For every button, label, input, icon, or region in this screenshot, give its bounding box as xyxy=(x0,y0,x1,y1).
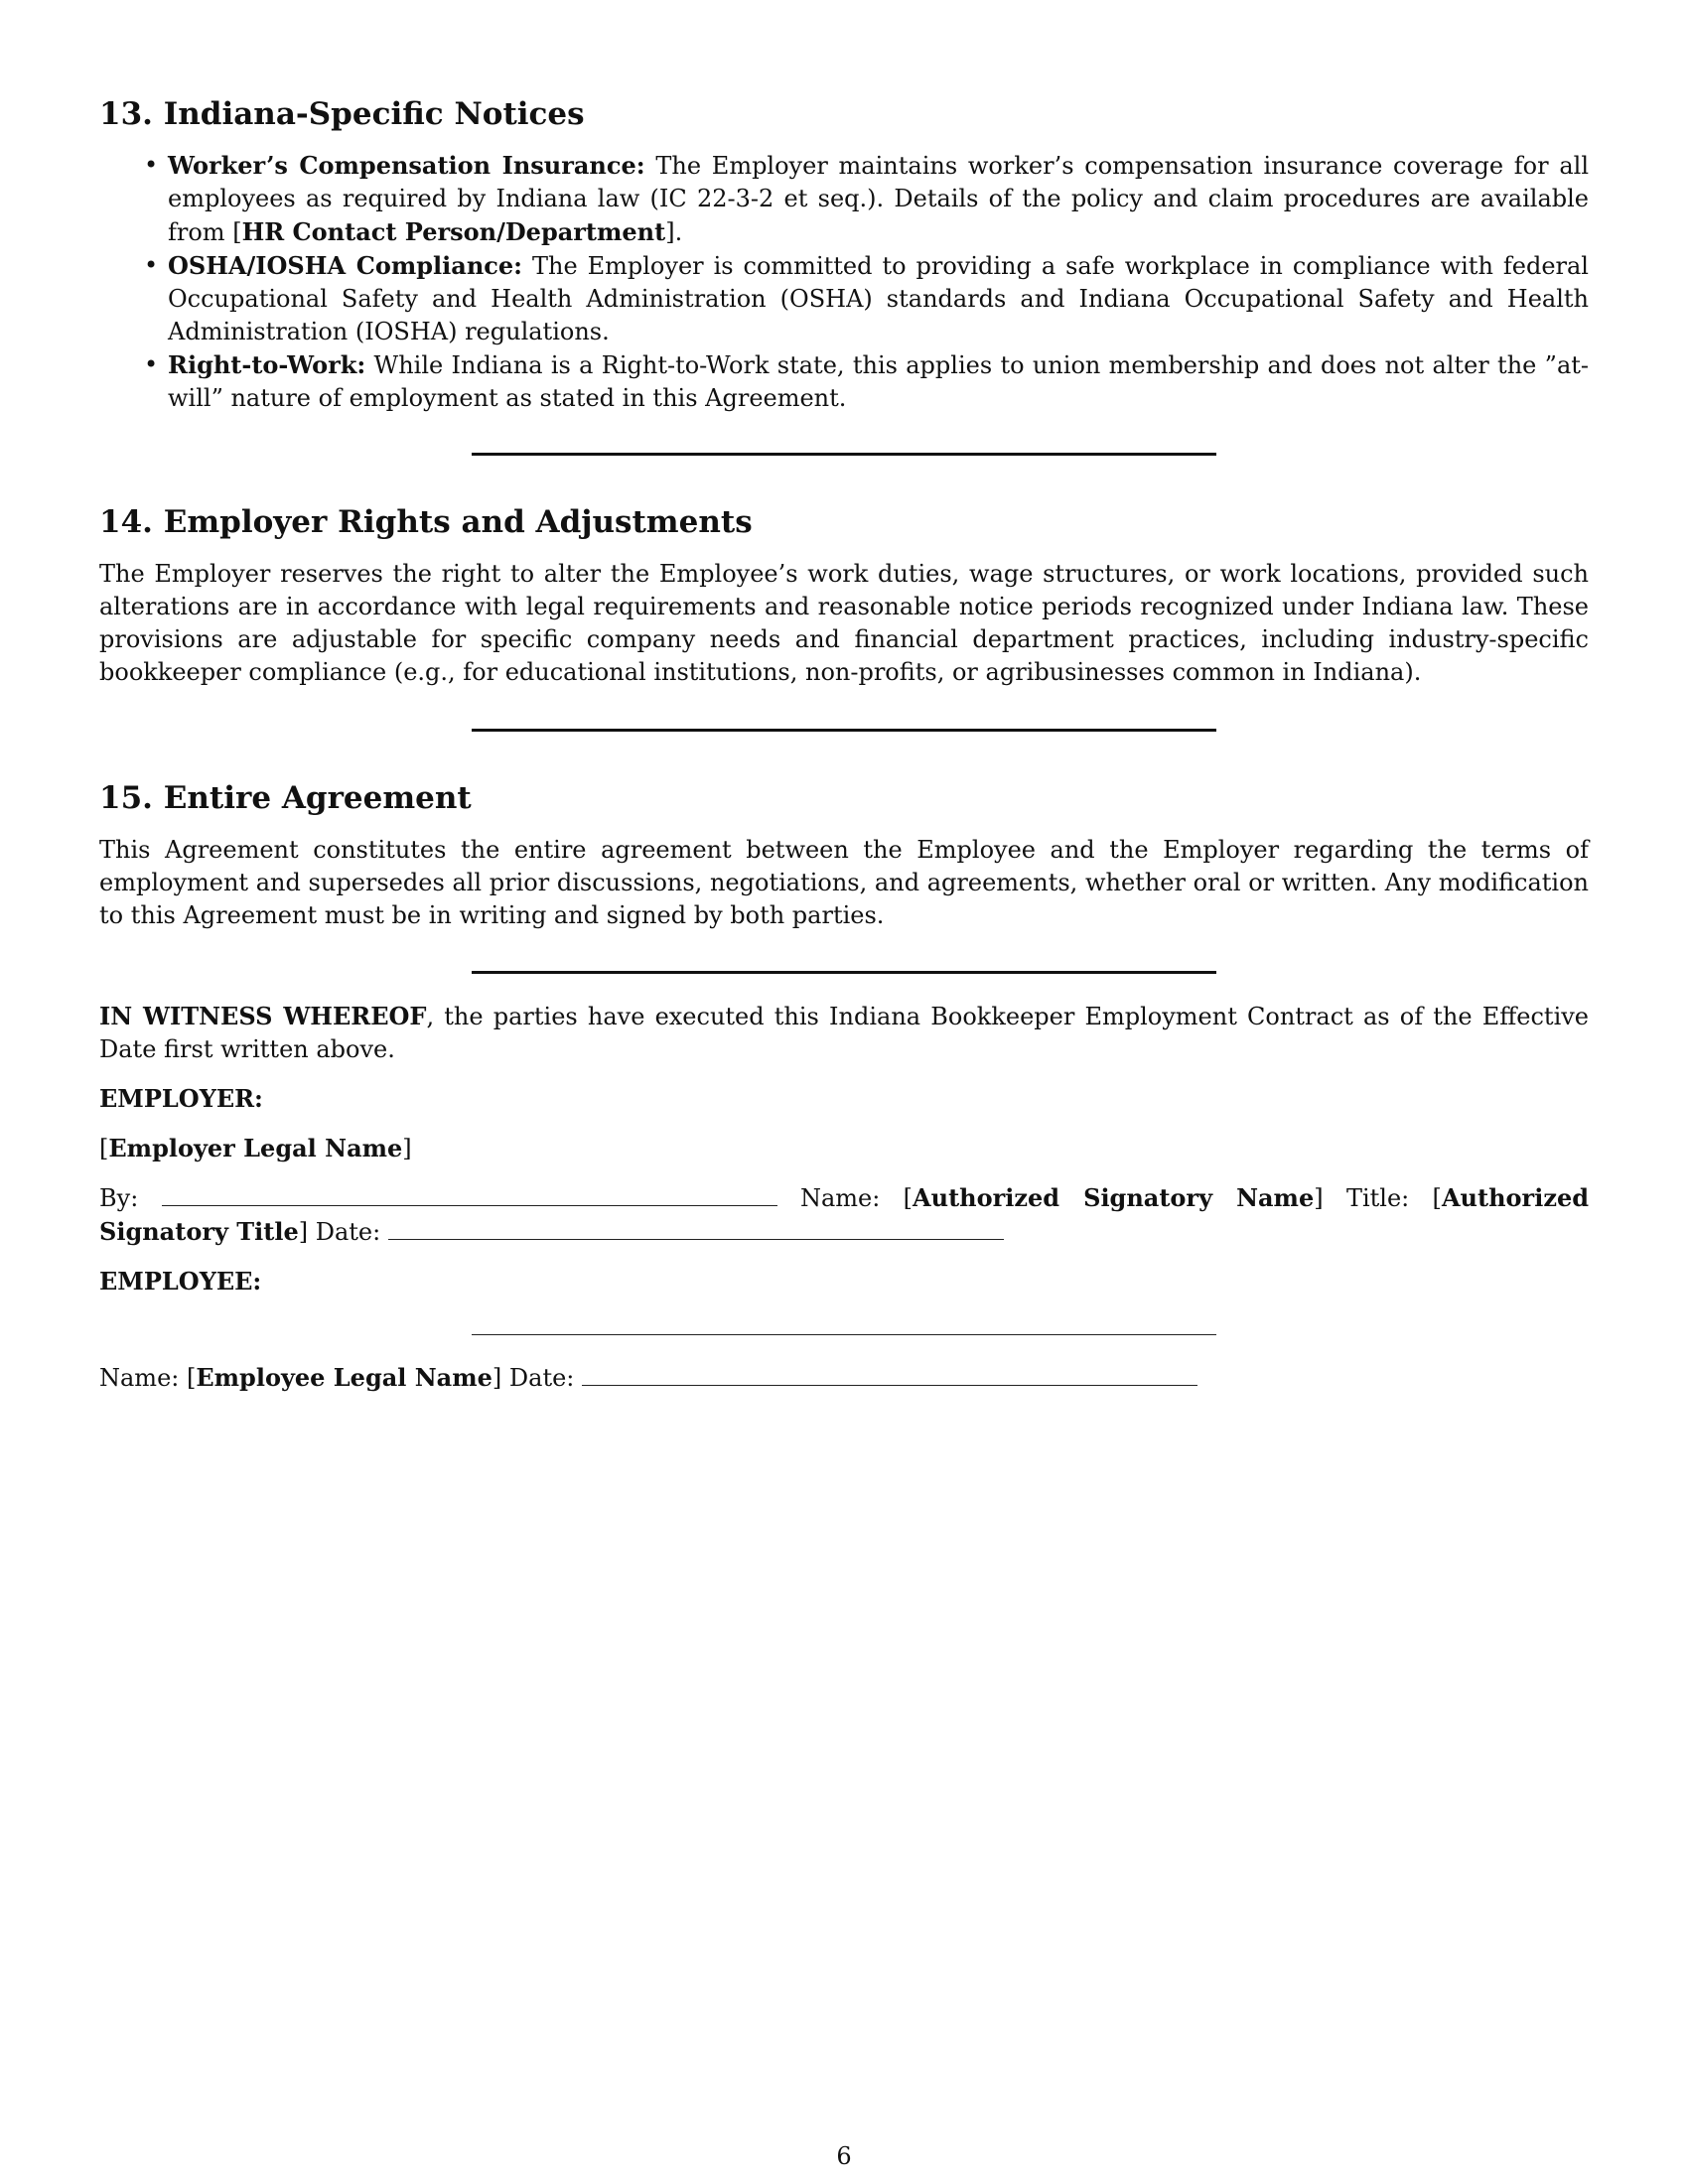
list-item xyxy=(144,249,1589,348)
witness-lead: IN WITNESS WHEREOF xyxy=(99,1002,427,1030)
bracket: ] xyxy=(665,218,675,246)
section-divider xyxy=(472,971,1216,974)
employer-signature-block: By: Name: [Authorized Signatory Name] Title: [Authorized Signatory Title] Date: xyxy=(99,1183,1589,1246)
employee-signature-line[interactable] xyxy=(472,1334,1216,1335)
list-item xyxy=(144,149,1589,249)
bracket: [ xyxy=(99,1135,109,1162)
signatory-name-placeholder: Authorized Signatory Name xyxy=(913,1183,1315,1212)
signatory-title-placeholder: Authorized Signatory Title xyxy=(99,1183,1589,1246)
notice-label: Right-to-Work: xyxy=(168,350,366,379)
employee-legal-name: Employee Legal Name xyxy=(196,1363,492,1392)
date-label: Date: xyxy=(508,1364,575,1392)
page-number: 6 xyxy=(836,2142,852,2170)
employer-date-line[interactable] xyxy=(388,1217,1004,1240)
section-14-body: The Employer reserves the right to alter the Employee’s work duties, wage structures, or work locations, provided such alterations are in accordance with legal requirements and reasonable notice periods recognized under Indiana law. These provisions are adjustable for specific company needs and financial department practices, including industry-specific bookkeeper compliance (e.g., for educational institutions, non-profits, or agribusinesses common in Indiana). xyxy=(99,560,1589,686)
employee-date-line[interactable] xyxy=(582,1363,1197,1386)
name-label: Name: xyxy=(799,1184,881,1212)
section-15-title: 15. Entire Agreement xyxy=(99,780,472,816)
by-label: By: xyxy=(99,1184,139,1212)
notice-label: OSHA/IOSHA Compliance: xyxy=(168,251,523,280)
list-item xyxy=(144,348,1589,415)
employer-signature-line[interactable] xyxy=(162,1183,777,1206)
section-13-title: 13. Indiana-Specific Notices xyxy=(99,96,585,132)
hr-contact-placeholder: HR Contact Person/Department xyxy=(241,217,666,246)
bracket: [ xyxy=(232,218,242,246)
title-label: Title: xyxy=(1345,1184,1410,1212)
employee-name-line: Name: [Employee Legal Name] Date: xyxy=(99,1361,1589,1395)
employee-heading: EMPLOYEE: xyxy=(99,1267,262,1296)
bullet-icon: • xyxy=(144,151,159,179)
notice-text: While Indiana is a Right-to-Work state, this applies to union membership and does not alter the ”at-will” nature of employment as stated in this Agreement. xyxy=(168,351,1589,412)
bracket: ] xyxy=(402,1135,412,1162)
section-divider xyxy=(472,729,1216,732)
employer-legal-name-line xyxy=(99,1132,412,1165)
date-label: Date: xyxy=(315,1218,381,1246)
employer-legal-name: Employer Legal Name xyxy=(108,1134,403,1162)
notice-text: The Employer maintains worker’s compensation insurance coverage for all employees as required by Indiana law (IC 22-3-2 et seq.). Details of the policy and claim procedures are available from xyxy=(168,152,1589,246)
witness-text: , the parties have executed this Indiana Bookkeeper Employment Contract as of the Effective Date first written above. xyxy=(99,1003,1590,1063)
notice-text-end: . xyxy=(674,218,683,246)
section-15-body: This Agreement constitutes the entire agreement between the Employee and the Employer regarding the terms of employment and supersedes all prior discussions, negotiations, and agreements, whether oral or written. Any modification to this Agreement must be in writing and signed by both parties. xyxy=(99,836,1589,929)
bullet-icon: • xyxy=(144,350,159,378)
name-label: Name: xyxy=(99,1364,180,1392)
bullet-icon: • xyxy=(144,251,159,279)
section-divider xyxy=(472,453,1216,456)
notice-label: Worker’s Compensation Insurance: xyxy=(168,151,645,180)
section-14-title: 14. Employer Rights and Adjustments xyxy=(99,504,753,540)
witness-clause xyxy=(99,1000,1589,1066)
employer-heading: EMPLOYER: xyxy=(99,1084,263,1113)
notices-list xyxy=(99,149,1589,415)
notice-text: The Employer is committed to providing a safe workplace in compliance with federal Occupational Safety and Health Administration (OSHA) standards and Indiana Occupational Safety and Health Administration (IOSHA) regulations. xyxy=(168,252,1589,345)
